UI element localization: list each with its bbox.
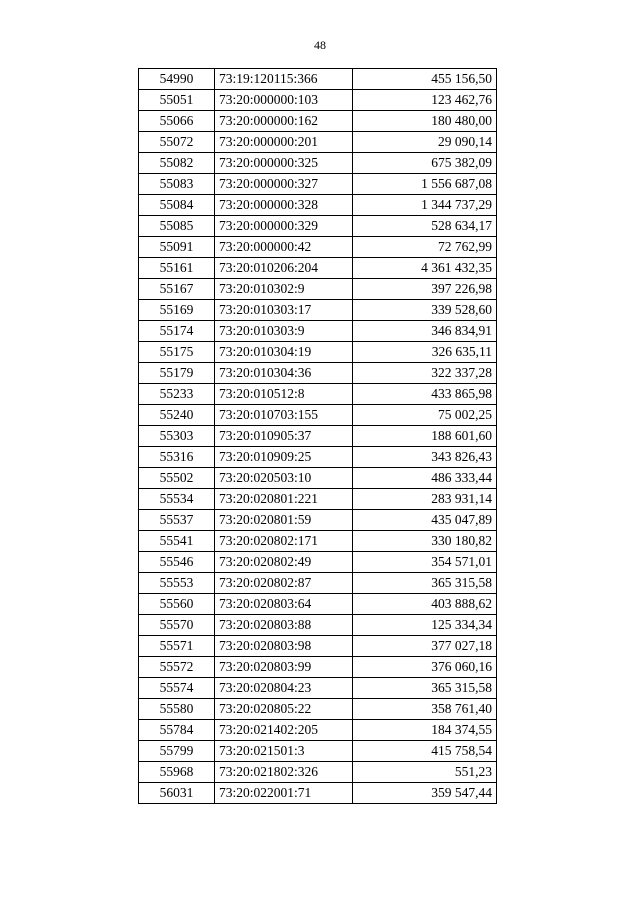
cadastral-number-cell: 73:20:010303:9 [215, 321, 353, 342]
value-cell: 123 462,76 [353, 90, 497, 111]
cadastral-number-cell: 73:20:020801:221 [215, 489, 353, 510]
cadastral-number-cell: 73:20:010304:36 [215, 363, 353, 384]
table-row [139, 363, 497, 384]
row-number-cell: 55091 [139, 237, 215, 258]
table-row [139, 321, 497, 342]
value-cell: 675 382,09 [353, 153, 497, 174]
table-row [139, 615, 497, 636]
row-number-cell: 55784 [139, 720, 215, 741]
value-cell: 358 761,40 [353, 699, 497, 720]
cadastral-number-cell: 73:20:010703:155 [215, 405, 353, 426]
cadastral-number-cell: 73:20:020803:99 [215, 657, 353, 678]
cadastral-number-cell: 73:20:020804:23 [215, 678, 353, 699]
table-row [139, 531, 497, 552]
cadastral-number-cell: 73:20:000000:42 [215, 237, 353, 258]
table-row [139, 720, 497, 741]
cadastral-number-cell: 73:20:000000:103 [215, 90, 353, 111]
row-number-cell: 55534 [139, 489, 215, 510]
value-cell: 551,23 [353, 762, 497, 783]
table-row [139, 405, 497, 426]
value-cell: 365 315,58 [353, 678, 497, 699]
cadastral-number-cell: 73:20:000000:325 [215, 153, 353, 174]
cadastral-number-cell: 73:20:020801:59 [215, 510, 353, 531]
cadastral-number-cell: 73:20:020802:87 [215, 573, 353, 594]
value-cell: 377 027,18 [353, 636, 497, 657]
value-cell: 326 635,11 [353, 342, 497, 363]
row-number-cell: 55560 [139, 594, 215, 615]
value-cell: 283 931,14 [353, 489, 497, 510]
page-number: 48 [314, 38, 326, 52]
table-row [139, 552, 497, 573]
table-row [139, 426, 497, 447]
value-cell: 339 528,60 [353, 300, 497, 321]
table-row [139, 111, 497, 132]
value-cell: 75 002,25 [353, 405, 497, 426]
value-cell: 4 361 432,35 [353, 258, 497, 279]
value-cell: 343 826,43 [353, 447, 497, 468]
table-row [139, 90, 497, 111]
cadastral-number-cell: 73:20:020805:22 [215, 699, 353, 720]
row-number-cell: 55051 [139, 90, 215, 111]
row-number-cell: 55174 [139, 321, 215, 342]
cadastral-number-cell: 73:20:000000:328 [215, 195, 353, 216]
value-cell: 1 556 687,08 [353, 174, 497, 195]
table-row [139, 69, 497, 90]
row-number-cell: 55175 [139, 342, 215, 363]
value-cell: 359 547,44 [353, 783, 497, 804]
cadastral-number-cell: 73:20:010909:25 [215, 447, 353, 468]
table-row [139, 762, 497, 783]
row-number-cell: 55082 [139, 153, 215, 174]
cadastral-number-cell: 73:20:020503:10 [215, 468, 353, 489]
table-row [139, 489, 497, 510]
cadastral-number-cell: 73:20:010303:17 [215, 300, 353, 321]
cadastral-value-table [138, 68, 497, 804]
row-number-cell: 55537 [139, 510, 215, 531]
cadastral-number-cell: 73:20:010512:8 [215, 384, 353, 405]
row-number-cell: 55179 [139, 363, 215, 384]
table-row [139, 783, 497, 804]
table-row [139, 174, 497, 195]
row-number-cell: 55574 [139, 678, 215, 699]
table-row [139, 573, 497, 594]
value-cell: 188 601,60 [353, 426, 497, 447]
value-cell: 346 834,91 [353, 321, 497, 342]
value-cell: 29 090,14 [353, 132, 497, 153]
value-cell: 455 156,50 [353, 69, 497, 90]
table-row [139, 510, 497, 531]
cadastral-number-cell: 73:20:010905:37 [215, 426, 353, 447]
table-row [139, 741, 497, 762]
table-row [139, 300, 497, 321]
cadastral-number-cell: 73:20:021802:326 [215, 762, 353, 783]
row-number-cell: 55546 [139, 552, 215, 573]
value-cell: 125 334,34 [353, 615, 497, 636]
table-row [139, 594, 497, 615]
table-row [139, 384, 497, 405]
row-number-cell: 54990 [139, 69, 215, 90]
table-row [139, 447, 497, 468]
cadastral-number-cell: 73:20:020802:49 [215, 552, 353, 573]
row-number-cell: 55161 [139, 258, 215, 279]
row-number-cell: 55085 [139, 216, 215, 237]
table-row [139, 258, 497, 279]
row-number-cell: 55066 [139, 111, 215, 132]
table-row [139, 279, 497, 300]
cadastral-number-cell: 73:20:021501:3 [215, 741, 353, 762]
value-cell: 365 315,58 [353, 573, 497, 594]
table-row [139, 195, 497, 216]
value-cell: 180 480,00 [353, 111, 497, 132]
cadastral-number-cell: 73:20:000000:327 [215, 174, 353, 195]
table-row [139, 468, 497, 489]
cadastral-number-cell: 73:20:010206:204 [215, 258, 353, 279]
value-cell: 72 762,99 [353, 237, 497, 258]
row-number-cell: 55084 [139, 195, 215, 216]
value-cell: 435 047,89 [353, 510, 497, 531]
row-number-cell: 55303 [139, 426, 215, 447]
row-number-cell: 55169 [139, 300, 215, 321]
cadastral-number-cell: 73:20:021402:205 [215, 720, 353, 741]
row-number-cell: 55316 [139, 447, 215, 468]
value-cell: 322 337,28 [353, 363, 497, 384]
row-number-cell: 55541 [139, 531, 215, 552]
cadastral-number-cell: 73:20:000000:162 [215, 111, 353, 132]
value-cell: 354 571,01 [353, 552, 497, 573]
cadastral-number-cell: 73:20:000000:201 [215, 132, 353, 153]
value-cell: 528 634,17 [353, 216, 497, 237]
value-cell: 415 758,54 [353, 741, 497, 762]
row-number-cell: 55799 [139, 741, 215, 762]
table-row [139, 657, 497, 678]
row-number-cell: 56031 [139, 783, 215, 804]
value-cell: 330 180,82 [353, 531, 497, 552]
row-number-cell: 55083 [139, 174, 215, 195]
value-cell: 433 865,98 [353, 384, 497, 405]
table-row [139, 699, 497, 720]
row-number-cell: 55570 [139, 615, 215, 636]
value-cell: 486 333,44 [353, 468, 497, 489]
table-row [139, 237, 497, 258]
value-cell: 376 060,16 [353, 657, 497, 678]
value-cell: 1 344 737,29 [353, 195, 497, 216]
row-number-cell: 55233 [139, 384, 215, 405]
table-body [139, 69, 497, 804]
row-number-cell: 55553 [139, 573, 215, 594]
value-cell: 403 888,62 [353, 594, 497, 615]
row-number-cell: 55502 [139, 468, 215, 489]
cadastral-number-cell: 73:20:010304:19 [215, 342, 353, 363]
row-number-cell: 55968 [139, 762, 215, 783]
cadastral-number-cell: 73:20:020803:64 [215, 594, 353, 615]
row-number-cell: 55572 [139, 657, 215, 678]
cadastral-number-cell: 73:20:020802:171 [215, 531, 353, 552]
table-row [139, 678, 497, 699]
cadastral-number-cell: 73:20:022001:71 [215, 783, 353, 804]
value-cell: 397 226,98 [353, 279, 497, 300]
cadastral-number-cell: 73:20:010302:9 [215, 279, 353, 300]
table-row [139, 636, 497, 657]
cadastral-number-cell: 73:19:120115:366 [215, 69, 353, 90]
table-row [139, 216, 497, 237]
value-cell: 184 374,55 [353, 720, 497, 741]
row-number-cell: 55580 [139, 699, 215, 720]
row-number-cell: 55240 [139, 405, 215, 426]
row-number-cell: 55167 [139, 279, 215, 300]
row-number-cell: 55571 [139, 636, 215, 657]
table-row [139, 132, 497, 153]
row-number-cell: 55072 [139, 132, 215, 153]
table-row [139, 153, 497, 174]
cadastral-number-cell: 73:20:020803:88 [215, 615, 353, 636]
cadastral-number-cell: 73:20:020803:98 [215, 636, 353, 657]
cadastral-number-cell: 73:20:000000:329 [215, 216, 353, 237]
table-row [139, 342, 497, 363]
